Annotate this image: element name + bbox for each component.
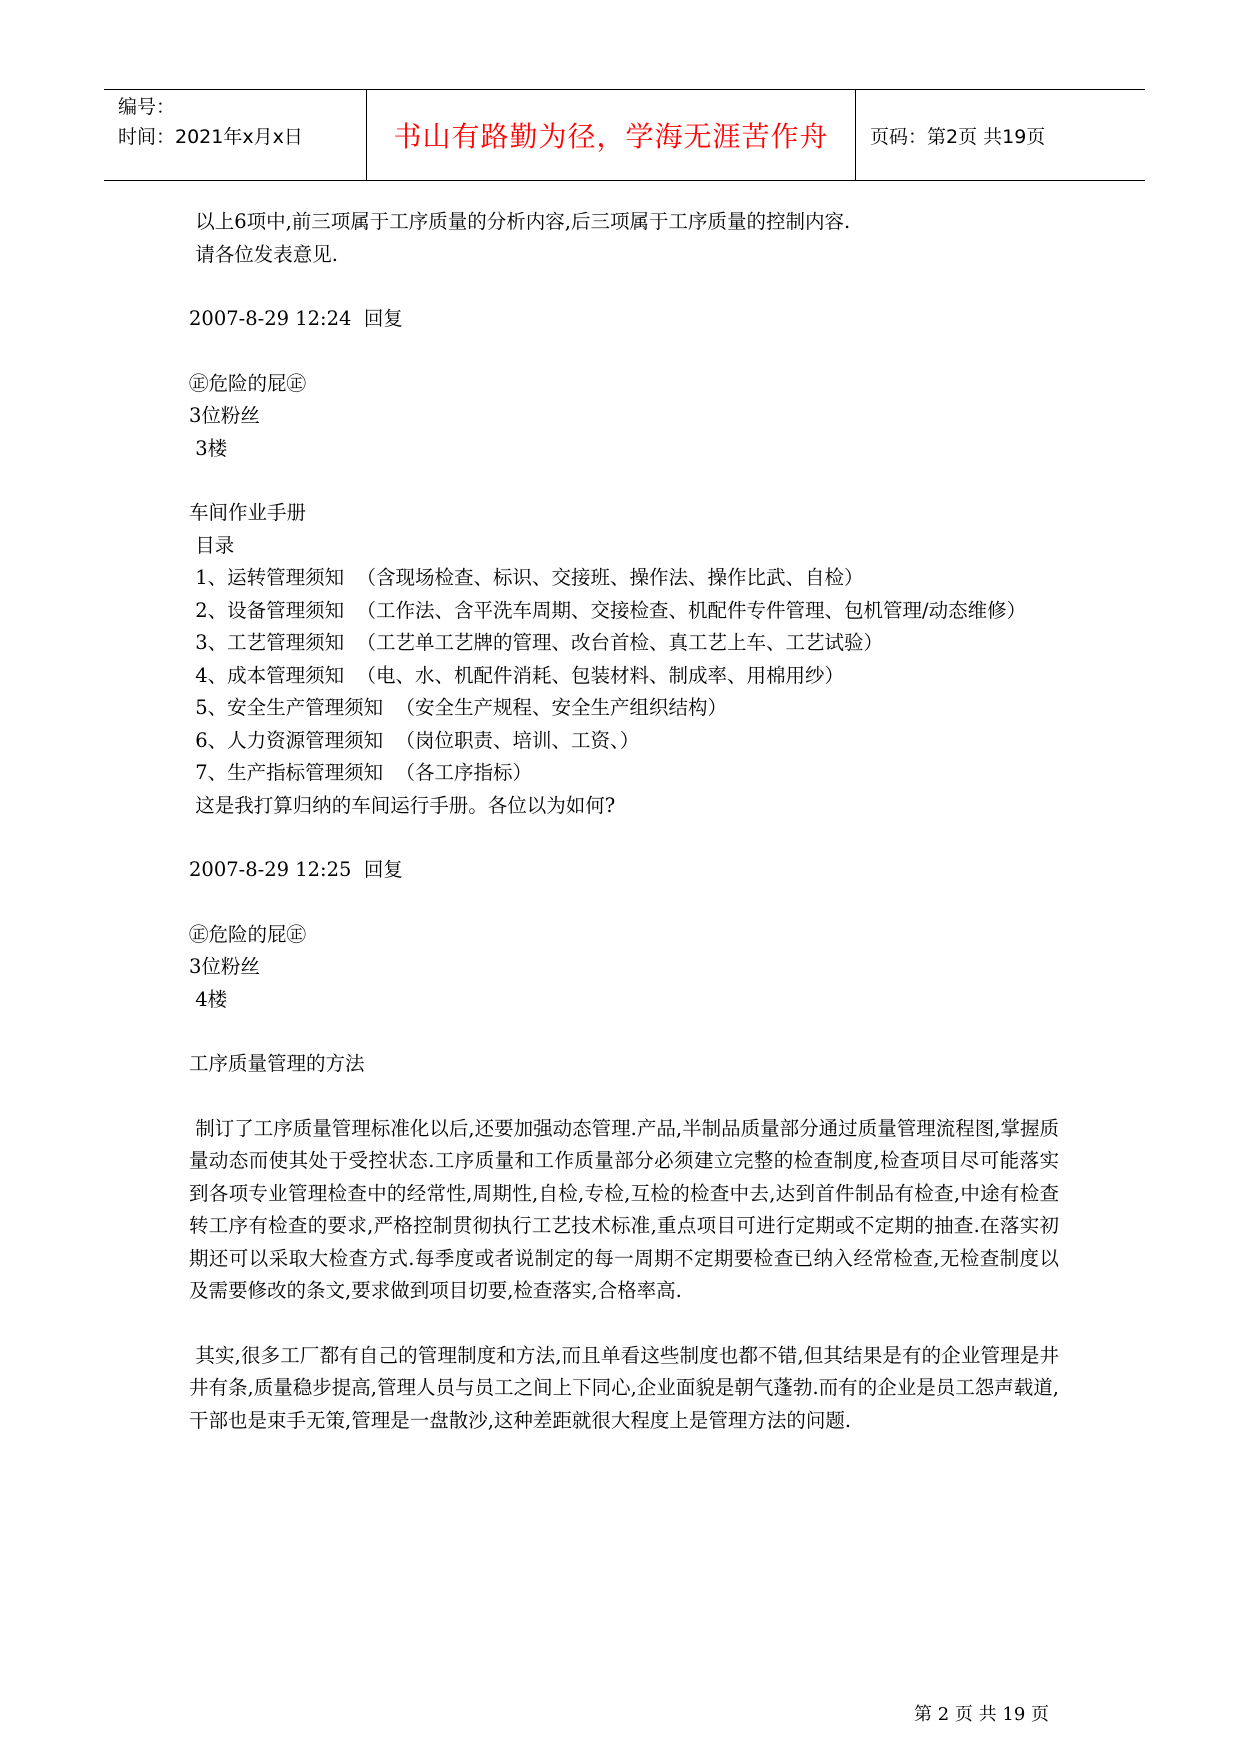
header-meta-cell [104, 90, 367, 180]
fan-count: 3位粉丝 [189, 404, 260, 427]
document-time-label: 时间：2021年x月x日 [118, 126, 303, 148]
text-line: 这是我打算归纳的车间运行手册。各位以为如何? [189, 793, 616, 817]
toc-item: 3、工艺管理须知 （工艺单工艺牌的管理、改台首检、真工艺上车、工艺试验） [189, 631, 884, 654]
toc-item: 5、安全生产管理须知 （安全生产规程、安全生产组织结构） [189, 696, 728, 719]
document-number-label: 编号： [118, 96, 176, 118]
username: ㊣危险的屁㊣ [189, 922, 307, 946]
reply-timestamp: 2007-8-29 12:25 回复 [189, 858, 403, 881]
text-line: 请各位发表意见. [189, 242, 338, 266]
document-body [189, 206, 1059, 1437]
floor-number: 3楼 [189, 436, 228, 460]
body-paragraph: 制订了工序质量管理标准化以后,还要加强动态管理.产品,半制品质量部分通过质量管理流程图,掌握质量动态而使其处于受控状态.工序质量和工作质量部分必须建立完整的检查制度,检查项目尽可能落实到各项专业管理检查中的经常性,周期性,自检,专检,互检的检查中去,达到首件制品有检查,中途有检查转工序有检查的要求,严格控制贯彻执行工艺技术标准,重点项目可进行定期或不定期的抽查.在落实初期还可以采取大检查方式.每季度或者说制定的每一周期不定期要检查已纳入经常检查,无检查制度以及需要修改的条文,要求做到项目切要,检查落实,合格率高. [189, 1116, 1060, 1302]
header-page-code: 页码：第2页 共19页 [870, 125, 1046, 148]
toc-item: 7、生产指标管理须知 （各工序指标） [189, 761, 533, 784]
username: ㊣危险的屁㊣ [189, 371, 307, 395]
header-page-cell [856, 90, 1145, 180]
toc-item: 2、设备管理须知 （工作法、含平洗车周期、交接检查、机配件专件管理、包机管理/动态维修） [189, 598, 1027, 622]
toc-heading: 目录 [189, 533, 235, 557]
page-header [104, 89, 1145, 181]
header-motto: 书山有路勤为径，学海无涯苦作舟 [393, 120, 829, 153]
floor-number: 4楼 [189, 987, 228, 1011]
header-motto-cell [367, 90, 856, 180]
section-title: 工序质量管理的方法 [189, 1052, 365, 1075]
section-title: 车间作业手册 [189, 501, 307, 524]
fan-count: 3位粉丝 [189, 955, 260, 978]
reply-timestamp: 2007-8-29 12:24 回复 [189, 307, 403, 330]
toc-item: 4、成本管理须知 （电、水、机配件消耗、包装材料、制成率、用棉用纱） [189, 663, 845, 687]
text-line: 以上6项中,前三项属于工序质量的分析内容,后三项属于工序质量的控制内容. [189, 210, 851, 233]
page-footer: 第 2 页 共 19 页 [914, 1704, 1049, 1725]
toc-item: 1、运转管理须知 （含现场检查、标识、交接班、操作法、操作比武、自检） [189, 566, 864, 589]
body-paragraph: 其实,很多工厂都有自己的管理制度和方法,而且单看这些制度也都不错,但其结果是有的企业管理是井井有条,质量稳步提高,管理人员与员工之间上下同心,企业面貌是朝气蓬勃.而有的企业是员工怨声载道,干部也是束手无策,管理是一盘散沙,这种差距就很大程度上是管理方法的问题. [189, 1343, 1059, 1432]
toc-item: 6、人力资源管理须知 （岗位职责、培训、工资、） [189, 728, 640, 752]
